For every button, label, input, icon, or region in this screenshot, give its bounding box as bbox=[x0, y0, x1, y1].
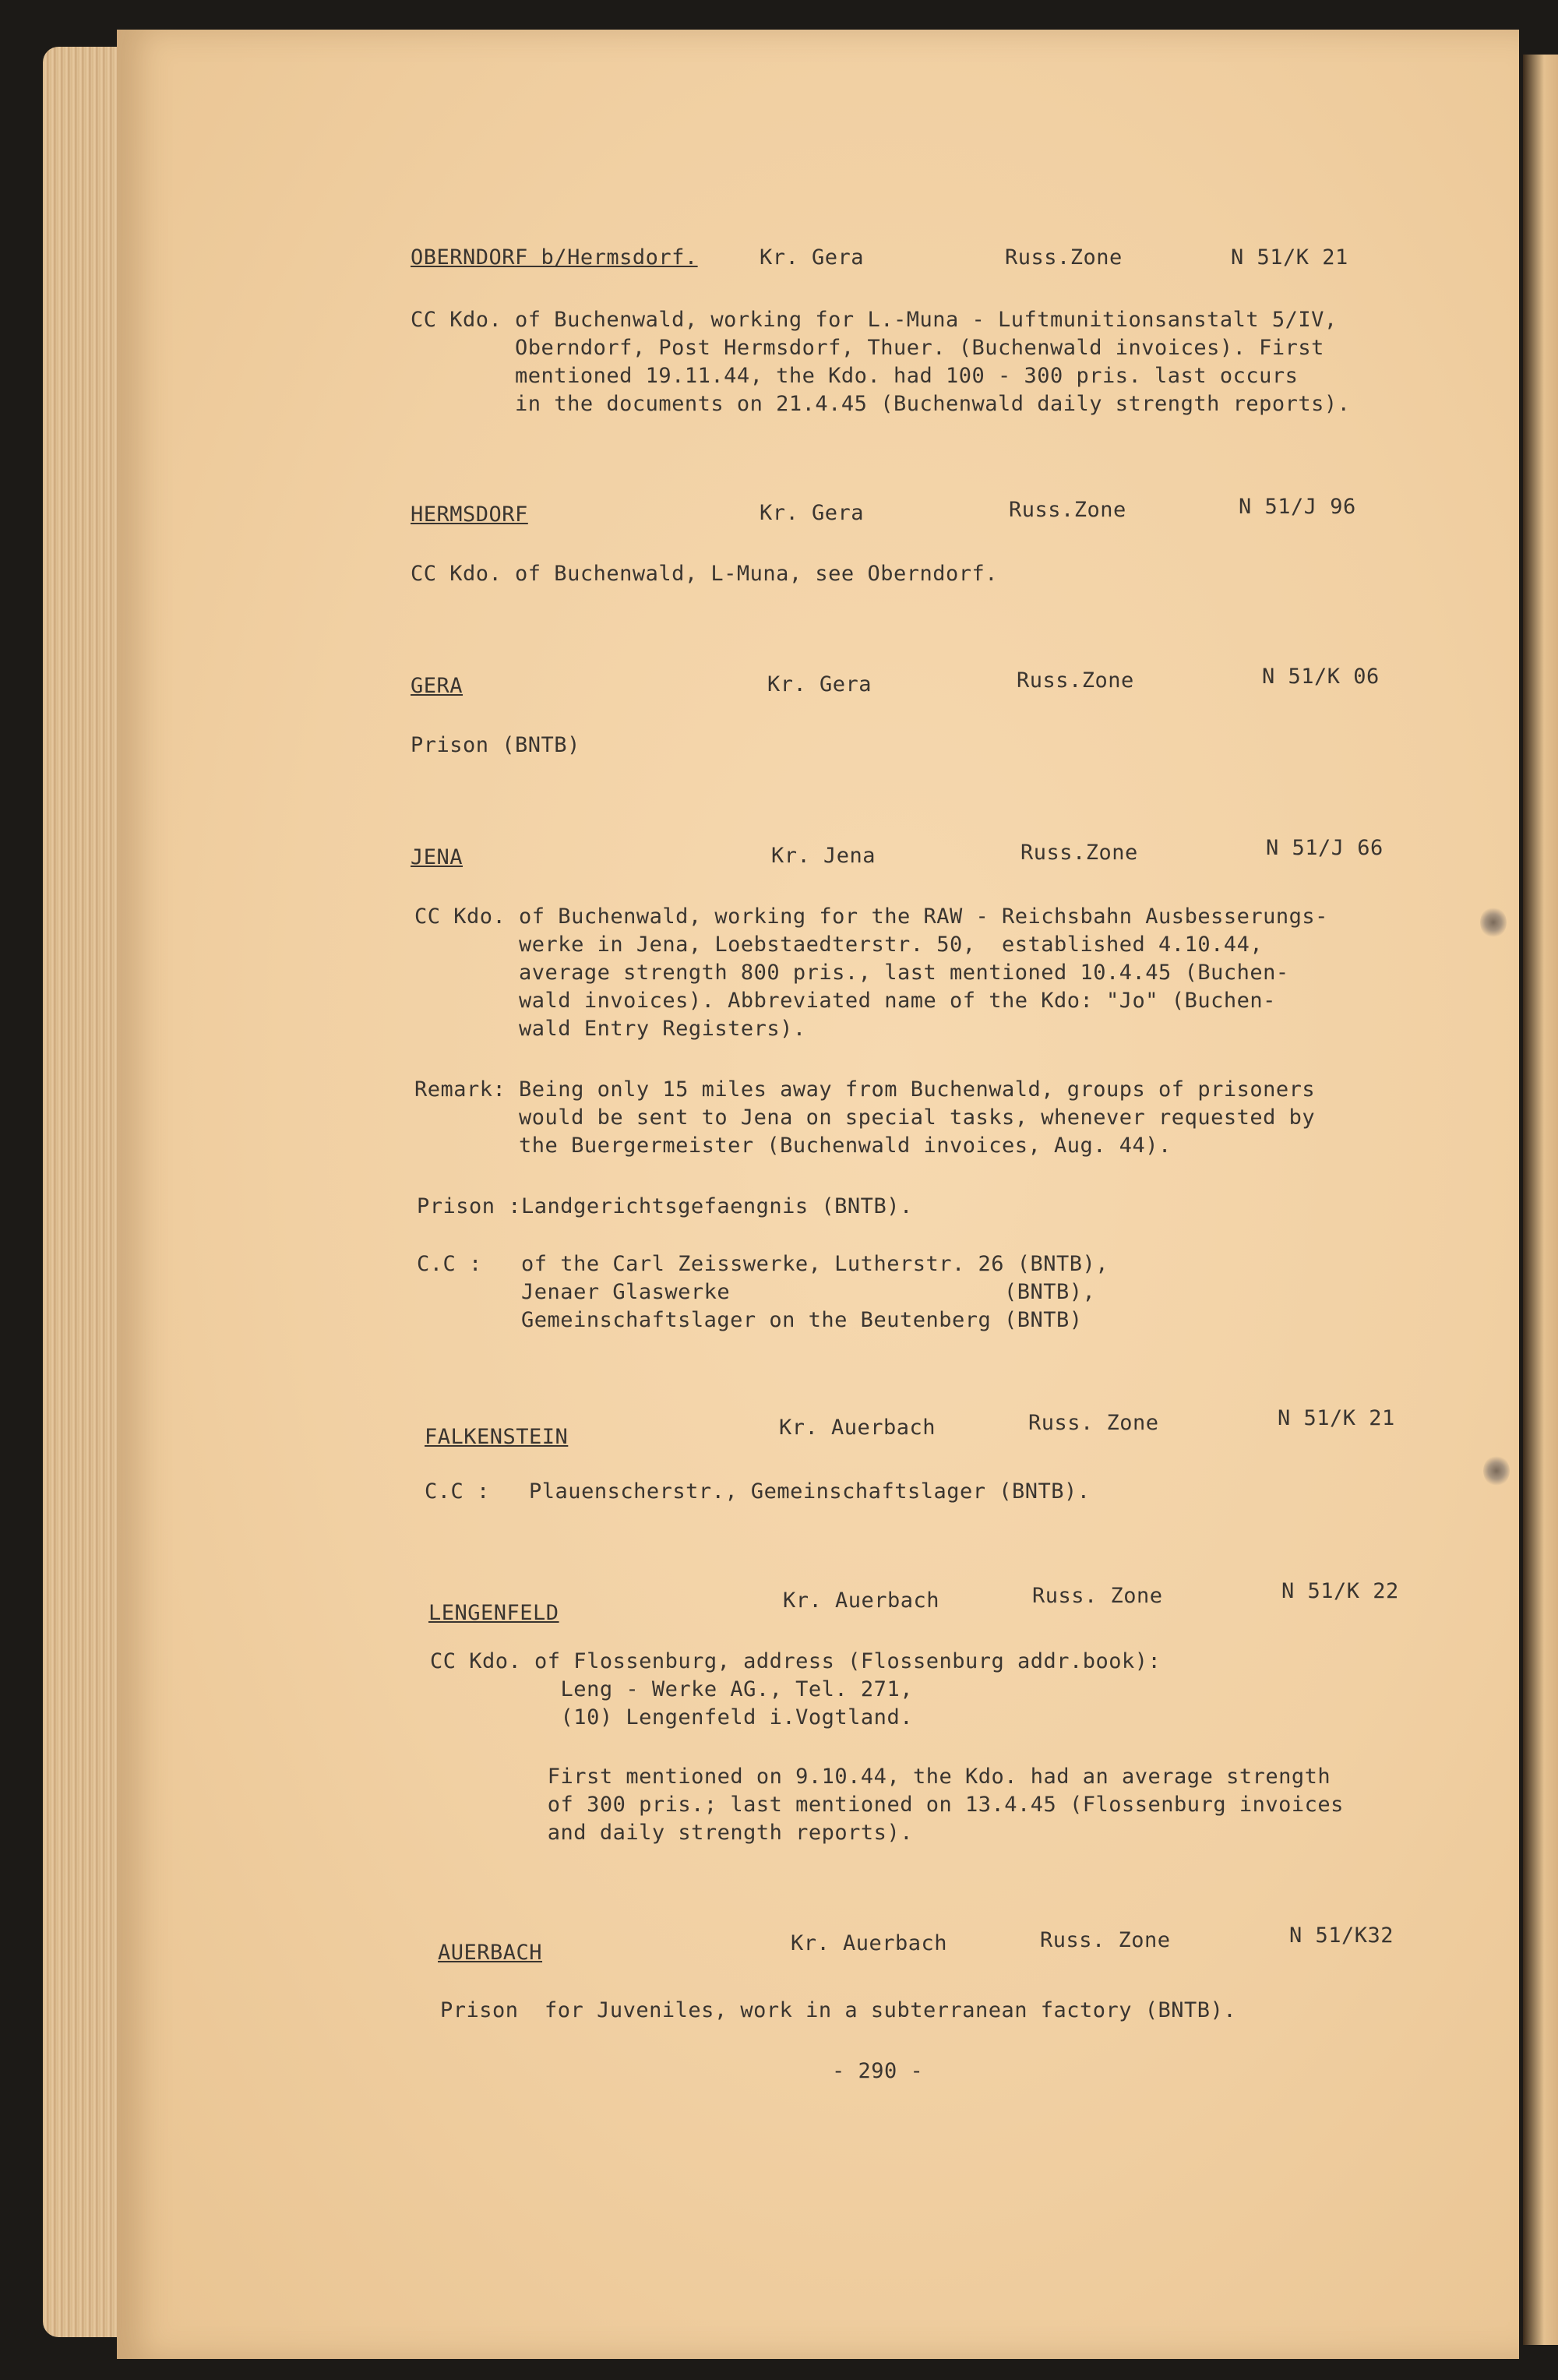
entry-place: HERMSDORF bbox=[411, 502, 528, 527]
entry-line: of 300 pris.; last mentioned on 13.4.45 (Flossenburg invoices bbox=[430, 1793, 1344, 1817]
remark-line: Remark: Being only 15 miles away from Buchenwald, groups of prisoners bbox=[414, 1077, 1316, 1102]
entry-grid: N 51/K 06 bbox=[1262, 665, 1380, 689]
entry-zone: Russ. Zone bbox=[1028, 1411, 1159, 1435]
entry-line: CC Kdo. of Buchenwald, working for the RAW - Reichsbahn Ausbesserungs- bbox=[414, 904, 1328, 929]
entry-line: in the documents on 21.4.45 (Buchenwald daily strength reports). bbox=[411, 392, 1351, 416]
entry-line: wald invoices). Abbreviated name of the Kdo: "Jo" (Buchen- bbox=[414, 989, 1276, 1013]
entry-place: LENGENFELD bbox=[428, 1601, 559, 1625]
entry-zone: Russ. Zone bbox=[1040, 1928, 1171, 1952]
entry-zone: Russ. Zone bbox=[1032, 1584, 1163, 1608]
remark-line: the Buergermeister (Buchenwald invoices, Aug. 44). bbox=[414, 1134, 1172, 1158]
cc-line: Gemeinschaftslager on the Beutenberg (BNTB) bbox=[417, 1308, 1083, 1332]
punch-hole bbox=[1480, 907, 1507, 938]
entry-line: and daily strength reports). bbox=[430, 1821, 913, 1845]
entry-grid: N 51/K 22 bbox=[1281, 1579, 1399, 1603]
entry-grid: N 51/J 96 bbox=[1239, 495, 1356, 519]
punch-hole bbox=[1483, 1455, 1510, 1486]
facing-page-edge bbox=[1523, 55, 1558, 2345]
entry-place: AUERBACH bbox=[438, 1941, 543, 1965]
entry-zone: Russ.Zone bbox=[1005, 245, 1123, 270]
entry-line: werke in Jena, Loebstaedterstr. 50, established 4.10.44, bbox=[414, 933, 1264, 957]
entry-kreis: Kr. Jena bbox=[771, 844, 876, 868]
entry-zone: Russ.Zone bbox=[1009, 498, 1126, 522]
entry-line: mentioned 19.11.44, the Kdo. had 100 - 300 pris. last occurs bbox=[411, 364, 1299, 388]
entry-line: Leng - Werke AG., Tel. 271, bbox=[430, 1677, 913, 1701]
entry-place: FALKENSTEIN bbox=[425, 1425, 569, 1449]
remark-line: would be sent to Jena on special tasks, whenever requested by bbox=[414, 1105, 1316, 1130]
entry-grid: N 51/J 66 bbox=[1266, 836, 1384, 860]
entry-line: Oberndorf, Post Hermsdorf, Thuer. (Buchenwald invoices). First bbox=[411, 336, 1324, 360]
entry-kreis: Kr. Auerbach bbox=[779, 1416, 936, 1440]
entry-kreis: Kr. Auerbach bbox=[783, 1588, 940, 1613]
cc-line: Jenaer Glaswerke (BNTB), bbox=[417, 1280, 1096, 1304]
entry-line: average strength 800 pris., last mentioned 10.4.45 (Buchen- bbox=[414, 961, 1289, 985]
entry-line: C.C : Plauenscherstr., Gemeinschaftslager (BNTB). bbox=[425, 1479, 1091, 1504]
entry-kreis: Kr. Auerbach bbox=[791, 1931, 948, 1955]
entry-line: CC Kdo. of Buchenwald, working for L.-Muna - Luftmunitionsanstalt 5/IV, bbox=[411, 308, 1338, 332]
page-number: - 290 - bbox=[832, 2059, 924, 2083]
entry-grid: N 51/K 21 bbox=[1278, 1406, 1395, 1430]
entry-place: OBERNDORF b/Hermsdorf. bbox=[411, 245, 698, 270]
entry-grid: N 51/K32 bbox=[1289, 1923, 1394, 1948]
entry-line: (10) Lengenfeld i.Vogtland. bbox=[430, 1705, 913, 1729]
entry-place: GERA bbox=[411, 674, 464, 698]
entry-line: Prison for Juveniles, work in a subterranean factory (BNTB). bbox=[440, 1998, 1237, 2022]
entry-zone: Russ.Zone bbox=[1020, 841, 1138, 865]
entry-zone: Russ.Zone bbox=[1017, 668, 1134, 693]
entry-kreis: Kr. Gera bbox=[760, 501, 865, 525]
entry-place: JENA bbox=[411, 845, 464, 869]
entry-line: CC Kdo. of Buchenwald, L-Muna, see Oberndorf. bbox=[411, 562, 998, 586]
entry-kreis: Kr. Gera bbox=[767, 672, 872, 696]
cc-line: C.C : of the Carl Zeisswerke, Lutherstr. 26 (BNTB), bbox=[417, 1252, 1109, 1276]
entry-line: First mentioned on 9.10.44, the Kdo. had an average strength bbox=[430, 1765, 1331, 1789]
entry-kreis: Kr. Gera bbox=[760, 245, 865, 270]
entry-grid: N 51/K 21 bbox=[1231, 245, 1348, 270]
entry-line: wald Entry Registers). bbox=[414, 1017, 806, 1041]
entry-line: CC Kdo. of Flossenburg, address (Flossenburg addr.book): bbox=[430, 1649, 1161, 1673]
entry-line: Prison (BNTB) bbox=[411, 733, 580, 757]
prison-line: Prison :Landgerichtsgefaengnis (BNTB). bbox=[417, 1194, 913, 1218]
